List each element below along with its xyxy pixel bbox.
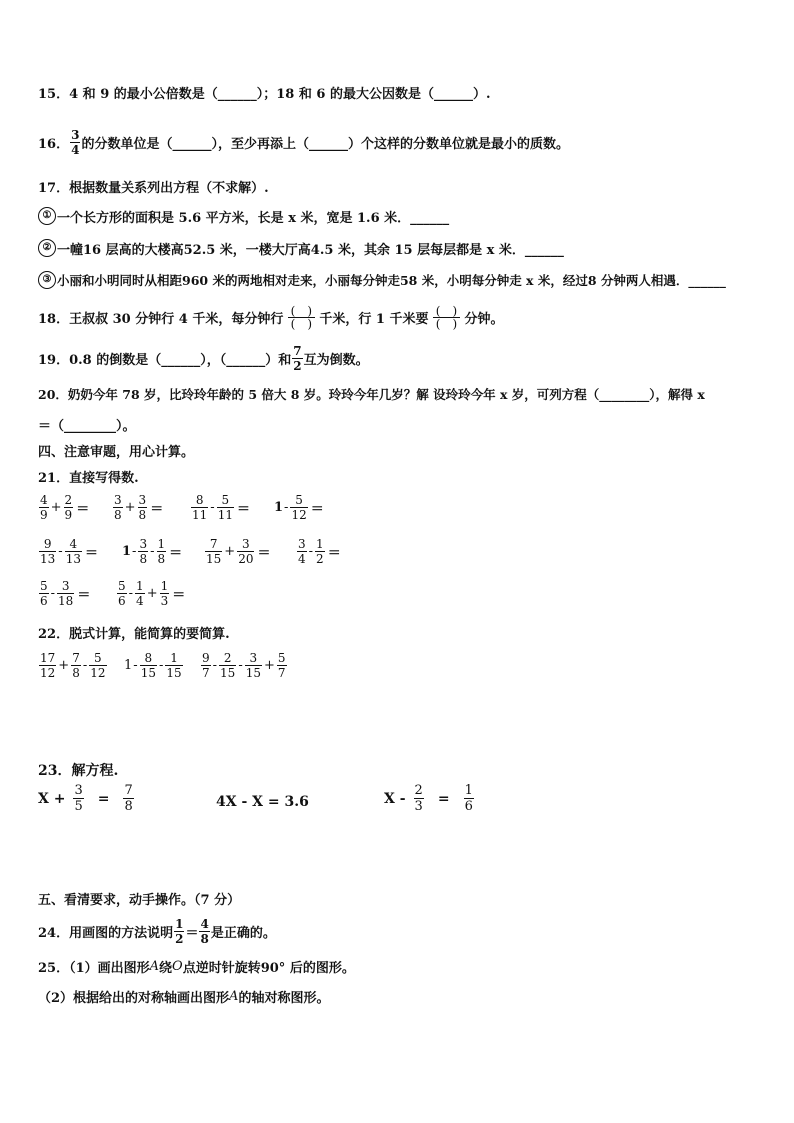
calc-9-7-minus-2-15-minus-3-15-plus-5-7: $\frac{9}{7}$ - $\frac{2}{15}$ - $\frac{3}{15}$ + $\frac{5}{7}$ <box>202 651 286 680</box>
question-17-title: 17．根据数量关系列出方程（不求解）. <box>38 180 269 196</box>
question-19: 19．0.8 的倒数是（______），（______）和 $\frac{7}{2}$ 互为倒数。 <box>38 343 369 373</box>
circled-number-3: ③ <box>38 271 56 289</box>
question-23-title: 23．解方程. <box>38 763 119 779</box>
circled-number-2: ② <box>38 239 56 257</box>
calc-9-13-minus-4-13: $\frac{9}{13}$ - $\frac{4}{13}$ ＝ <box>40 537 98 566</box>
fraction-4-8: $\frac{4}{8}$ <box>200 916 209 946</box>
calc-5-6-minus-1-4-plus-1-3: $\frac{5}{6}$ - $\frac{1}{4}$ + $\frac{1}{3}$ ＝ <box>118 579 186 608</box>
fraction-7-2: $\frac{7}{2}$ <box>293 343 302 373</box>
calc-3-8-plus-3-8: $\frac{3}{8}$ + $\frac{3}{8}$ ＝ <box>114 493 164 522</box>
blank-fraction-speed: $\frac{( )}{( )}$ <box>284 305 318 330</box>
question-24: 24．用画图的方法说明 $\frac{1}{2}$ ＝ $\frac{4}{8}$ 是正确的。 <box>38 916 276 946</box>
question-16 <box>38 128 569 156</box>
fraction-1-2: $\frac{1}{2}$ <box>175 916 184 946</box>
question-17-item-3: ③ 小丽和小明同时从相距960 米的两地相对走来，小丽每分钟走58 米，小明每分钟走 x 米，经过8 分钟两人相遇．______ <box>38 270 726 290</box>
question-25-part-2: （2）根据给出的对称轴画出图形 A 的轴对称图形。 <box>38 988 330 1006</box>
equation-1: X + $\frac{3}{5}$ = $\frac{7}{8}$ <box>38 783 133 814</box>
calc-5-6-minus-3-18: $\frac{5}{6}$ - $\frac{3}{18}$ ＝ <box>40 579 91 608</box>
question-17-item-1: ① 一个长方形的面积是 5.6 平方米，长是 x 米，宽是 1.6 米．______ <box>38 206 449 226</box>
question-15-text: 15．4 和 9 的最小公倍数是（______）；18 和 6 的最大公因数是（______）. <box>38 86 491 102</box>
calc-8-11-minus-5-11: $\frac{8}{11}$ - $\frac{5}{11}$ ＝ <box>192 493 250 522</box>
equation-3: X - $\frac{2}{3}$ = $\frac{1}{6}$ <box>384 783 473 814</box>
blank-fraction-time: $\frac{( )}{( )}$ <box>429 305 463 330</box>
question-21-title: 21．直接写得数. <box>38 470 139 486</box>
question-16-text: 的分数单位是（______），至少再添上（______）个这样的分数单位就是最小的质数。 <box>81 136 569 152</box>
question-20-line-2: ＝（________）。 <box>38 418 136 434</box>
calc-1-minus-5-12: 1 - $\frac{5}{12}$ ＝ <box>274 493 324 522</box>
question-16-number: 16． <box>38 136 70 152</box>
section-4-title: 四、注意审题，用心计算。 <box>38 444 195 460</box>
question-18: 18．王叔叔 30 分钟行 4 千米，每分钟行 $\frac{( )}{( )}$ 千米，行 1 千米要 $\frac{( )}{( )}$ 分钟。 <box>38 303 504 331</box>
question-20-line-1: 20．奶奶今年 78 岁，比玲玲年龄的 5 倍大 8 岁。玲玲今年几岁？解 设玲玲今年 x 岁，可列方程（________），解得 x <box>38 387 705 402</box>
calc-1-minus-3-8-minus-1-8: 1 - $\frac{3}{8}$ - $\frac{1}{8}$ ＝ <box>122 537 183 566</box>
calc-4-9-plus-2-9: $\frac{4}{9}$ + $\frac{2}{9}$ ＝ <box>40 493 90 522</box>
question-22-title: 22．脱式计算，能简算的要简算. <box>38 626 230 642</box>
calc-1-minus-8-15-minus-1-15: 1 - $\frac{8}{15}$ - $\frac{1}{15}$ <box>124 651 182 680</box>
calc-7-15-plus-3-20: $\frac{7}{15}$ + $\frac{3}{20}$ ＝ <box>206 537 271 566</box>
circled-number-1: ① <box>38 207 56 225</box>
question-17-item-2: ② 一幢16 层高的大楼高52.5 米，一楼大厅高4.5 米，其余 15 层每层都是 x 米．______ <box>38 238 564 258</box>
section-5-title: 五、看清要求，动手操作。（7 分） <box>38 892 241 908</box>
equation-2: 4X - X = 3.6 <box>216 794 309 810</box>
fraction-3-4: $\frac{3}{4}$ <box>71 127 80 157</box>
question-15 <box>38 82 491 102</box>
question-25-part-1: 25．（1）画出图形 A 绕 O 点逆时针旋转90° 后的图形。 <box>38 958 355 976</box>
calc-3-4-minus-1-2: $\frac{3}{4}$ - $\frac{1}{2}$ ＝ <box>298 537 341 566</box>
calc-17-12-plus-7-8-minus-5-12: $\frac{17}{12}$ + $\frac{7}{8}$ - $\frac{5}{12}$ <box>40 651 106 680</box>
